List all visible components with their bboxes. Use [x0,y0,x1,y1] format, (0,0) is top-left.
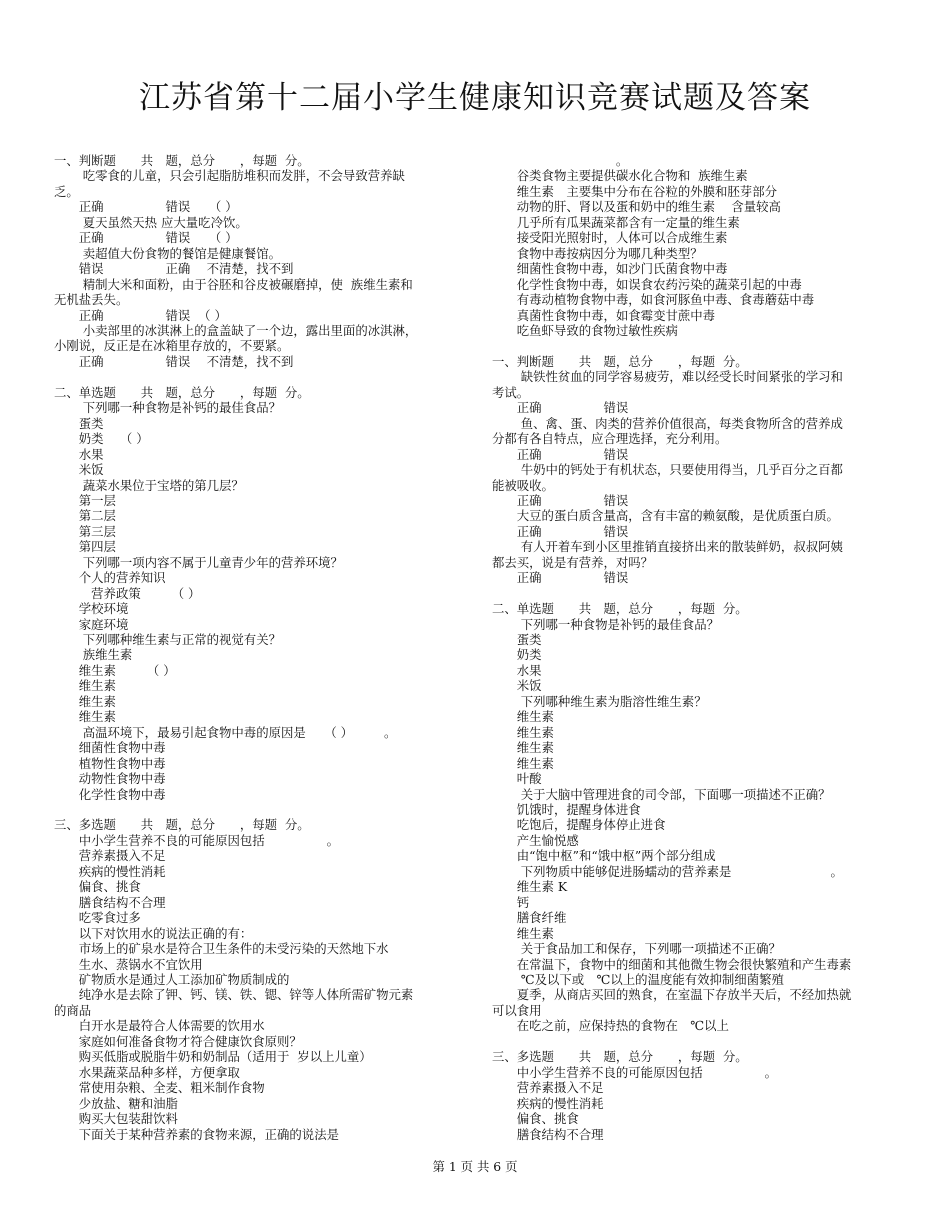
right-column-line: 下列哪种维生素为脂溶性维生素？ [492,693,707,709]
right-column-line: 营养素摄入不足 [492,1080,604,1096]
left-column-line: 三、多选题 共 题，总分 ，每题 分。 [54,817,310,833]
left-column-line: 下列哪种维生素与正常的视觉有关？ [54,632,281,648]
right-column-line: 下列物质中能够促进肠蠕动的营养素是 。 [492,863,843,879]
right-column-line: 能被吸收。 [492,477,554,493]
left-column-line: 乏。 [54,183,79,199]
right-column-line: 细菌性食物中毒，如沙门氏菌食物中毒 [492,261,728,277]
right-column-line: 正确 错误 [492,400,629,416]
left-column-line: 植物性食物中毒 [54,755,166,771]
left-column-line: 水果蔬菜品种多样，方便拿取 [54,1064,240,1080]
right-column-line [492,338,896,353]
right-column-line: 偏食、挑食 [492,1111,579,1127]
right-column-line: 有毒动植物食物中毒，如食河豚鱼中毒、食毒蘑菇中毒 [492,292,815,308]
left-column-line: 纯净水是去除了钾、钙、镁、铁、锶、锌等人体所需矿物元素 [54,987,414,1003]
right-column-line: 维生素 [492,755,554,771]
left-column-line: 动物性食物中毒 [54,771,166,787]
right-column-line: 吃饱后，提醒身体停止进食 [492,817,666,833]
right-column-line: 大豆的蛋白质含量高，含有丰富的赖氨酸，是优质蛋白质。 [492,508,839,524]
left-column-line: 水果 [54,446,104,462]
left-column-line: 家庭环境 [54,616,129,632]
right-column-line: 维生素 [492,709,554,725]
right-column-line: 谷类食物主要提供碳水化合物和 族维生素 [492,168,748,184]
left-column-line: 精制大米和面粉，由于谷胚和谷皮被碾磨掉，使 族维生素和 [54,276,413,292]
right-column-line: 维生素 主要集中分布在谷粒的外膜和胚芽部分 [492,183,777,199]
left-column-line: 膳食结构不合理 [54,894,166,910]
right-column [492,153,896,1142]
left-column-line: 的商品 [54,1002,92,1018]
right-column-line: 可以食用 [492,1002,542,1018]
left-column [54,153,464,1142]
left-column-line: 吃零食过多 [54,910,141,926]
left-column-line: 维生素 [54,678,116,694]
left-column-line: 第二层 [54,508,116,524]
left-column-line: 卖超值大份食物的餐馆是健康餐馆。 [54,245,281,261]
right-column-line [492,586,896,601]
right-column-line: 。 [492,153,629,168]
left-column-line: 第一层 [54,492,116,508]
right-column-line: 疾病的慢性消耗 [492,1095,604,1111]
left-column-line: 下列哪一种食物是补钙的最佳食品？ [54,400,281,416]
left-column-line: 生水、蒸锅水不宜饮用 [54,956,203,972]
left-column-line: 化学性食物中毒 [54,786,166,802]
left-column-line: 蛋类 [54,415,104,431]
right-column-line: 夏季，从商店买回的熟食，在室温下存放半天后，不经加热就 [492,987,852,1003]
right-column-line: 鱼、禽、蛋、肉类的营养价值很高，每类食物所含的营养成 [492,415,843,431]
left-column-line: 细菌性食物中毒 [54,740,166,756]
left-column-line: 高温环境下，最易引起食物中毒的原因是 （ ） 。 [54,724,397,740]
left-column-line: 第三层 [54,523,116,539]
right-column-line: 水果 [492,662,542,678]
left-column-line [54,369,464,384]
right-column-line: 正确 错误 [492,446,629,462]
left-column-line: 正确 错误 不清楚，找不到 [54,353,294,369]
right-column-line: 吃鱼虾导致的食物过敏性疾病 [492,322,678,338]
right-column-line: 正确 错误 [492,570,629,586]
right-column-line: 二、单选题 共 题，总分 ，每题 分。 [492,601,748,617]
left-column-line: 中小学生营养不良的可能原因包括 。 [54,832,339,848]
left-column-line: 一、判断题 共 题，总分 ，每题 分。 [54,153,310,168]
right-column-line: 在常温下，食物中的细菌和其他微生物会很快繁殖和产生毒素 [492,956,852,972]
right-column-line: 接受阳光照射时，人体可以合成维生素 [492,230,728,246]
right-column-line: 分都有各自特点，应合理选择，充分利用。 [492,431,728,447]
left-column-line: 维生素 （ ） [54,662,176,678]
left-column-line: 营养素摄入不足 [54,848,166,864]
right-column-line: 正确 错误 [492,492,629,508]
left-column-line: 小卖部里的冰淇淋上的盒盖缺了一个边，露出里面的冰淇淋， [54,322,418,338]
right-column-line: 关于大脑中管理进食的司令部，下面哪一项描述不正确？ [492,786,831,802]
right-column-line: ℃及以下或 ℃以上的温度能有效抑制细菌繁殖 [492,971,784,987]
left-column-line: 奶类 （ ） [54,431,149,447]
right-column-line [492,1034,896,1049]
right-column-line: 下列哪一种食物是补钙的最佳食品？ [492,616,719,632]
left-column-line: 少放盐、糖和油脂 [54,1095,178,1111]
right-column-line: 缺铁性贫血的同学容易疲劳，难以经受长时间紧张的学习和 [492,369,843,385]
left-column-line: 下面关于某种营养素的食物来源，正确的说法是 [54,1126,339,1142]
left-column-line: 小刚说，反正是在冰箱里存放的，不要紧。 [54,338,290,354]
left-column-line: 下列哪一项内容不属于儿童青少年的营养环境？ [54,554,343,570]
left-column-line: 夏天虽然天热 应大量吃冷饮。 [54,214,248,230]
right-column-line: 动物的肝、肾以及蛋和奶中的维生素 含量较高 [492,199,781,215]
right-column-line: 在吃之前，应保持热的食物在 ℃以上 [492,1018,729,1034]
left-column-line: 个人的营养知识 [54,570,166,586]
right-column-line: 钙 [492,894,530,910]
left-column-line: 常使用杂粮、全麦、粗米制作食物 [54,1080,265,1096]
right-column-line: 维生素 [492,925,554,941]
left-column-line: 族维生素 [54,647,133,663]
left-column-line: 错误 正确 不清楚，找不到 [54,261,294,277]
right-column-line: 维生素 K [492,879,568,895]
page-footer: 第 1 页 共 6 页 [432,1159,518,1174]
right-column-line: 关于食品加工和保存，下列哪一项描述不正确？ [492,941,781,957]
right-column-line: 有人开着车到小区里推销直接挤出来的散装鲜奶，叔叔阿姨 [492,539,843,555]
left-column-line: 购买低脂或脱脂牛奶和奶制品（适用于 岁以上儿童） [54,1049,372,1065]
right-column-line: 维生素 [492,740,554,756]
left-column-line: 正确 错误 （ ） [54,307,227,323]
right-column-line: 饥饿时，提醒身体进食 [492,802,641,817]
left-column-line: 二、单选题 共 题，总分 ，每题 分。 [54,384,310,400]
left-column-line: 维生素 [54,709,116,725]
left-column-line [54,802,464,817]
left-column-line: 购买大包装甜饮料 [54,1111,178,1127]
left-column-line: 米饭 [54,462,104,478]
right-column-line: 中小学生营养不良的可能原因包括 。 [492,1064,777,1080]
right-column-line: 叶酸 [492,771,542,787]
left-column-line: 白开水是最符合人体需要的饮用水 [54,1018,265,1034]
right-column-line: 蛋类 [492,632,542,648]
left-column-line: 偏食、挑食 [54,879,141,895]
left-column-line: 家庭如何准备食物才符合健康饮食原则？ [54,1033,302,1049]
right-column-line: 真菌性食物中毒，如食霉变甘蔗中毒 [492,307,716,323]
left-column-line: 无机盐丢失。 [54,292,129,308]
right-column-line: 几乎所有瓜果蔬菜都含有一定量的维生素 [492,214,740,230]
left-column-line: 学校环境 [54,601,129,617]
right-column-line: 膳食纤维 [492,910,567,926]
left-column-line: 矿物质水是通过人工添加矿物质制成的 [54,971,290,987]
right-column-line: 一、判断题 共 题，总分 ，每题 分。 [492,353,748,369]
right-column-line: 由“饱中枢”和“饿中枢”两个部分组成 [492,848,716,864]
left-column-line: 疾病的慢性消耗 [54,863,166,879]
left-column-line: 第四层 [54,539,116,555]
left-column-line: 蔬菜水果位于宝塔的第几层？ [54,477,244,493]
right-column-line: 正确 错误 [492,523,629,539]
left-column-line: 维生素 [54,693,116,709]
left-column-line: 正确 错误 （ ） [54,230,238,246]
right-column-line: 维生素 [492,724,554,740]
right-column-line: 食物中毒按病因分为哪几种类型？ [492,245,703,261]
left-column-line: 正确 错误 （ ） [54,199,238,215]
right-column-line: 都去买，说是有营养，对吗？ [492,554,654,570]
left-column-line: 市场上的矿泉水是符合卫生条件的未受污染的天然地下水 [54,941,389,957]
right-column-line: 膳食结构不合理 [492,1126,604,1142]
left-column-line: 营养政策 （ ） [54,585,201,601]
right-column-line: 米饭 [492,678,542,694]
left-column-line: 吃零食的儿童，只会引起脂肪堆积而发胖，不会导致营养缺 [54,168,405,184]
right-column-line: 奶类 [492,647,542,663]
right-column-line: 化学性食物中毒，如误食农药污染的蔬菜引起的中毒 [492,276,802,292]
document-title: 江苏省第十二届小学生健康知识竞赛试题及答案 [139,80,811,116]
right-column-line: 产生愉悦感 [492,832,579,848]
right-column-line: 三、多选题 共 题，总分 ，每题 分。 [492,1049,748,1065]
left-column-line: 以下对饮用水的说法正确的有： [54,925,253,941]
right-column-line: 考试。 [492,384,530,400]
right-column-line: 牛奶中的钙处于有机状态，只要使用得当，几乎百分之百都 [492,462,843,478]
